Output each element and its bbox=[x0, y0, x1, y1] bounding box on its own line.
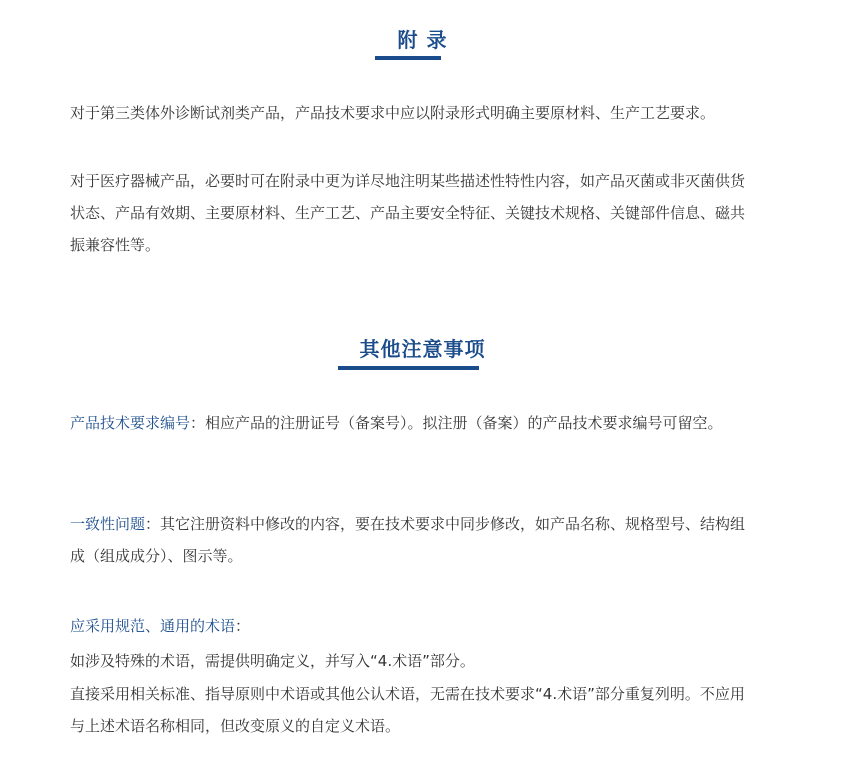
note-text-consistency: ：其它注册资料中修改的内容，要在技术要求中同步修改，如产品名称、规格型号、结构组成（组成成分）、图示等。 bbox=[70, 515, 746, 565]
appendix-heading bbox=[0, 27, 845, 53]
note-label-terminology: 应采用规范、通用的术语 bbox=[70, 617, 236, 635]
note-label-numbering: 产品技术要求编号 bbox=[70, 414, 191, 432]
notes-underline bbox=[338, 366, 479, 370]
terminology-line-1: 如涉及特殊的术语，需提供明确定义，并写入“4.术语”部分。 bbox=[70, 652, 475, 670]
terminology-line-2: 直接采用相关标准、指导原则中术语或其他公认术语，无需在技术要求“4.术语”部分重复列明。不应用与上述术语名称相同，但改变原义的自定义术语。 bbox=[70, 685, 745, 735]
appendix-title: 附 录 bbox=[397, 28, 448, 52]
appendix-paragraph-2: 对于医疗器械产品，必要时可在附录中更为详尽地注明某些描述性特性内容，如产品灭菌或非灭菌供货状态、产品有效期、主要原材料、生产工艺、产品主要安全特征、关键技术规格、关键部件信息、磁共振兼容性等。 bbox=[70, 172, 746, 254]
note-text-numbering: ：相应产品的注册证号（备案号）。拟注册（备案）的产品技术要求编号可留空。 bbox=[190, 414, 723, 432]
appendix-paragraph-1: 对于第三类体外诊断试剂类产品，产品技术要求中应以附录形式明确主要原材料、生产工艺要求。 bbox=[70, 104, 716, 122]
note-item-terminology bbox=[70, 610, 750, 642]
appendix-underline bbox=[375, 56, 441, 60]
note-item-consistency bbox=[70, 508, 750, 572]
note-label-consistency: 一致性问题 bbox=[70, 515, 146, 533]
note-colon-terminology: ： bbox=[235, 617, 251, 635]
note-item-numbering bbox=[70, 407, 750, 439]
notes-title: 其他注意事项 bbox=[359, 337, 486, 361]
notes-heading bbox=[0, 336, 845, 362]
